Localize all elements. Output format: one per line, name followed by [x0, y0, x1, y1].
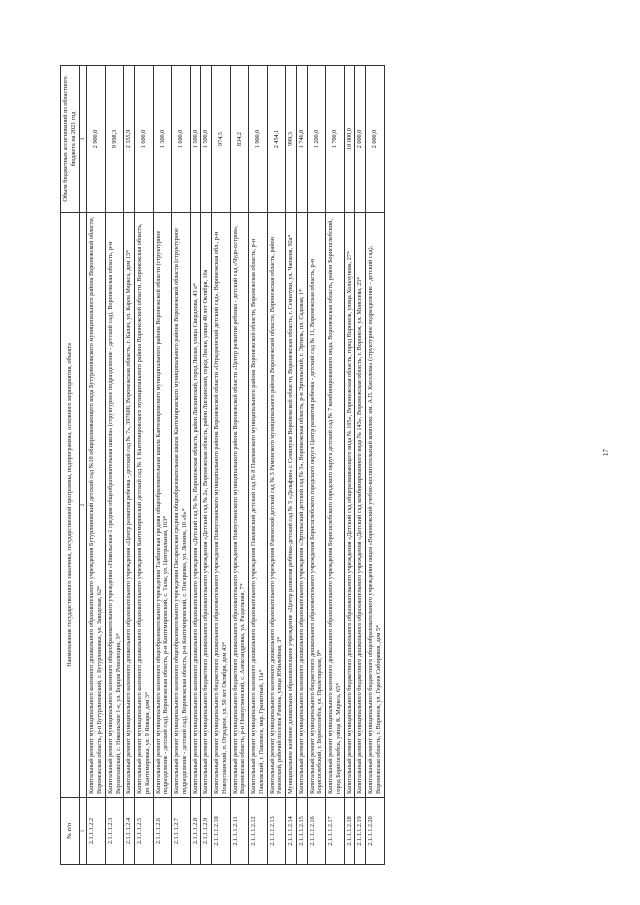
table-row — [105, 66, 124, 865]
table-row — [355, 66, 366, 865]
row-amount: 834,2 — [230, 66, 249, 213]
row-name: Капитальный ремонт муниципального казенного дошкольного образовательного учреждения Бутурлиновский детский сад №10 общеразвивающего вида Бутурлиновского муниципального района Воронежской области, Воронежская область, р-н Бутурлиновский, г. Бутурлиновка, ул. Заводская, 62* — [87, 213, 106, 798]
row-number: 2.1.1.1.2.17 — [326, 798, 345, 865]
row-amount: 1 746,8 — [296, 66, 307, 213]
row-amount: 1 500,0 — [190, 66, 201, 213]
row-number: 2.1.1.1.2.20 — [366, 798, 385, 865]
header-amount: Объем бюджетных ассигнований из областного бюджета на 2021 год — [61, 66, 80, 213]
row-number: 2.1.1.1.2.9 — [201, 798, 212, 865]
row-number: 2.1.1.1.2.13 — [267, 798, 286, 865]
row-amount: 9 998,3 — [105, 66, 124, 213]
row-name: Капитальный ремонт муниципального казенного дошкольного образовательного учреждения «Эртильский детский сад № 3», Воронежская область, р-н Эртильский, г. Эртиль, пл. Садовая, 1* — [296, 213, 307, 798]
index-cell: 3 — [79, 66, 87, 213]
row-number: 2.1.1.1.2.19 — [355, 798, 366, 865]
table-row — [135, 66, 154, 865]
header-num: № п/п — [61, 798, 80, 865]
row-number: 2.1.1.1.2.2 — [87, 798, 106, 865]
row-amount: 1 300,0 — [153, 66, 172, 213]
row-number: 2.1.1.1.2.10 — [212, 798, 231, 865]
row-name: Капитальный ремонт муниципального бюджетного дошкольного образовательного учреждения «Детский сад комбинированного вида № 143», Воронежская область, г. Воронеж, ул. Моисеева, 25* — [355, 213, 366, 798]
table-body — [87, 66, 384, 865]
row-name: Капитальный ремонт муниципального казенного дошкольного образовательного учреждения Кантемировский детский сад № 1 Кантемировского муниципального района Воронежской области, Воронежская область, рп Кантемировка, ул. 9 Января, дом 3* — [135, 213, 154, 798]
row-number: 2.1.1.1.2.16 — [307, 798, 326, 865]
row-amount: 1 500,0 — [201, 66, 212, 213]
table-row — [249, 66, 268, 865]
budget-table — [60, 65, 385, 865]
table-row — [153, 66, 172, 865]
table-row — [286, 66, 297, 865]
row-number: 2.1.1.1.2.14 — [286, 798, 297, 865]
row-amount: 1 700,0 — [326, 66, 345, 213]
row-name: Капитальный ремонт муниципального казенного дошкольного образовательного учреждения Борисоглебского городского округа детский сад № 7 комбинированного вида, Воронежская область, район Борисоглебский, город Борисоглебск, улица К. Маркса, 65* — [326, 213, 345, 798]
row-amount: 2 000,0 — [355, 66, 366, 213]
row-amount: 1 600,0 — [172, 66, 191, 213]
row-name: Капитальный ремонт муниципального бюджетного дошкольного образовательного учреждения Новоусманского муниципального района Воронежской области «Центр развития ребенка - детский сад «Чудо-остров», Воронежская область, р-н Новоусманский, с. Александровка, ул. Раздельная, 7* — [230, 213, 249, 798]
row-amount: 2 000,0 — [366, 66, 385, 213]
table-header — [61, 66, 80, 865]
row-number: 2.1.1.1.2.6 — [153, 798, 172, 865]
table-row — [172, 66, 191, 865]
row-name: Капитальный ремонт муниципального казенного дошкольного образовательного учреждения Павловский детский сад № 8 Павловского муниципального района Воронежской области, Воронежская область, р-н Павловский, г. Павловск, мкр. Гранитный, 11а* — [249, 213, 268, 798]
row-amount: 999,3 — [286, 66, 297, 213]
row-name: Капитальный ремонт муниципального казенного дошкольного образовательного учреждения «Детский сад № 9», Воронежская область, район Лискинский, город Лиски, улица Свердлова, 43 а* — [190, 213, 201, 798]
header-name: Наименование государственного заказчика, государственной программы, подпрограммы, основного мероприятия, объекта — [61, 213, 80, 798]
table-row — [366, 66, 385, 865]
table-row — [230, 66, 249, 865]
row-name: Капитальный ремонт муниципального бюджетного дошкольного образовательного учреждения Новоусманского муниципального района Воронежской области «Отрадненский детский сад», Воронежская обл., р-н Новоусманский, п. Отрадное, ул. 50 лет Октября, дом 43* — [212, 213, 231, 798]
index-cell: 2 — [79, 213, 87, 798]
row-name: Капитальный ремонт муниципального бюджетного дошкольного образовательного учреждения «Детский сад № 2», Воронежская область, район Лискинский, город Лиски, улица 40 лет Октября, 16а — [201, 213, 212, 798]
row-amount: 2 900,0 — [87, 66, 106, 213]
table-row — [87, 66, 106, 865]
row-name: Капитальный ремонт муниципального казенного дошкольного образовательного учреждения Рамонский детский сад № 3 Рамонского муниципального района Воронежской области, Воронежская область, район Рамонский, рабочий поселок Рамонь, улица Юбилейная, 3* — [267, 213, 286, 798]
row-name: Муниципальное казённое дошкольное образовательное учреждение «Центр развития ребёнка-детский сад № 5 «Дельфин» г. Семилуки Воронежской области, Воронежская область, г. Семилуки, ул. Чапаева, 92а* — [286, 213, 297, 798]
row-number: 2.1.1.1.2.5 — [135, 798, 154, 865]
row-number: 2.1.1.1.2.12 — [249, 798, 268, 865]
row-name: Капитальный ремонт муниципального казенного общеобразовательного учреждения Писаревская средняя общеобразовательная школа Кантемировского муниципального района Воронежской области (структурное подразделение - детский сад), Воронежская область, р-н Кантемировский, с. Писаревка, ул. Ленина, 10 «б»* — [172, 213, 191, 798]
row-number: 2.1.1.1.2.15 — [296, 798, 307, 865]
table-row — [296, 66, 307, 865]
table-row — [212, 66, 231, 865]
index-row — [79, 66, 87, 865]
row-amount: 1 900,0 — [249, 66, 268, 213]
row-amount: 1 600,0 — [135, 66, 154, 213]
page-number: 17 — [602, 449, 610, 456]
row-number: 2.1.1.1.2.18 — [344, 798, 355, 865]
row-number: 2.1.1.1.2.11 — [230, 798, 249, 865]
row-amount: 2 355,9 — [124, 66, 135, 213]
row-name: Капитальный ремонт муниципального казенного общеобразовательного учреждения «Никольская-1 средняя общеобразовательная школа» (структурное подразделение - детский сад), Воронежская область, р-н Верхнехавский, с. Никольское 1-е, ул. Борцов Революции, 3* — [105, 213, 124, 798]
index-cell: 1 — [79, 798, 87, 865]
row-name: Капитальный ремонт муниципального казенного общеобразовательного учреждения Талбинская средняя общеобразовательная школа Кантемировского муниципального района Воронежской области (структурное подразделение - детский сад), Воронежская область, р-н Кантемировский, с. Талы, ул. Центральная, 163* — [153, 213, 172, 798]
table-row — [344, 66, 355, 865]
row-name: Капитальный ремонт муниципального казенного дошкольного образовательного учреждения «Центр развития ребенка - детский сад № 7», 397600, Воронежская область, г. Калач, ул. Карла Маркса, дом 13* — [124, 213, 135, 798]
table-row — [190, 66, 201, 865]
row-name: Капитальный ремонт муниципального бюджетного общеобразовательного учреждения лицея «Воронежский учебно-воспитательный комплекс им. А.П. Киселева» (структурное подразделение - детский сад), Воронежская область, г. Воронеж, ул. Героев Сибиряков, дом 5* — [366, 213, 385, 798]
row-number: 2.1.1.1.2.4 — [124, 798, 135, 865]
table-row — [326, 66, 345, 865]
table-row — [267, 66, 286, 865]
table-row — [124, 66, 135, 865]
table-row — [201, 66, 212, 865]
row-amount: 10 000,0 — [344, 66, 355, 213]
row-name: Капитальный ремонт муниципального бюджетного дошкольного образовательного учреждения «Детский сад общеразвивающего вида № 105», Воронежская область, город Воронеж, улица Хользунова, 27* — [344, 213, 355, 798]
row-number: 2.1.1.1.2.7 — [172, 798, 191, 865]
row-number: 2.1.1.1.2.3 — [105, 798, 124, 865]
row-amount: 2 454,1 — [267, 66, 286, 213]
row-number: 2.1.1.1.2.8 — [190, 798, 201, 865]
row-amount: 974,5 — [212, 66, 231, 213]
table-row — [307, 66, 326, 865]
row-amount: 1 200,0 — [307, 66, 326, 213]
row-name: Капитальный ремонт муниципального бюджетного дошкольного образовательного учреждения Борисоглебского городского округа Центр развития ребенка - детский сад № 11, Воронежская область, р-н Борисоглебский, г. Борисоглебск, ул. Пролетарская, 9* — [307, 213, 326, 798]
